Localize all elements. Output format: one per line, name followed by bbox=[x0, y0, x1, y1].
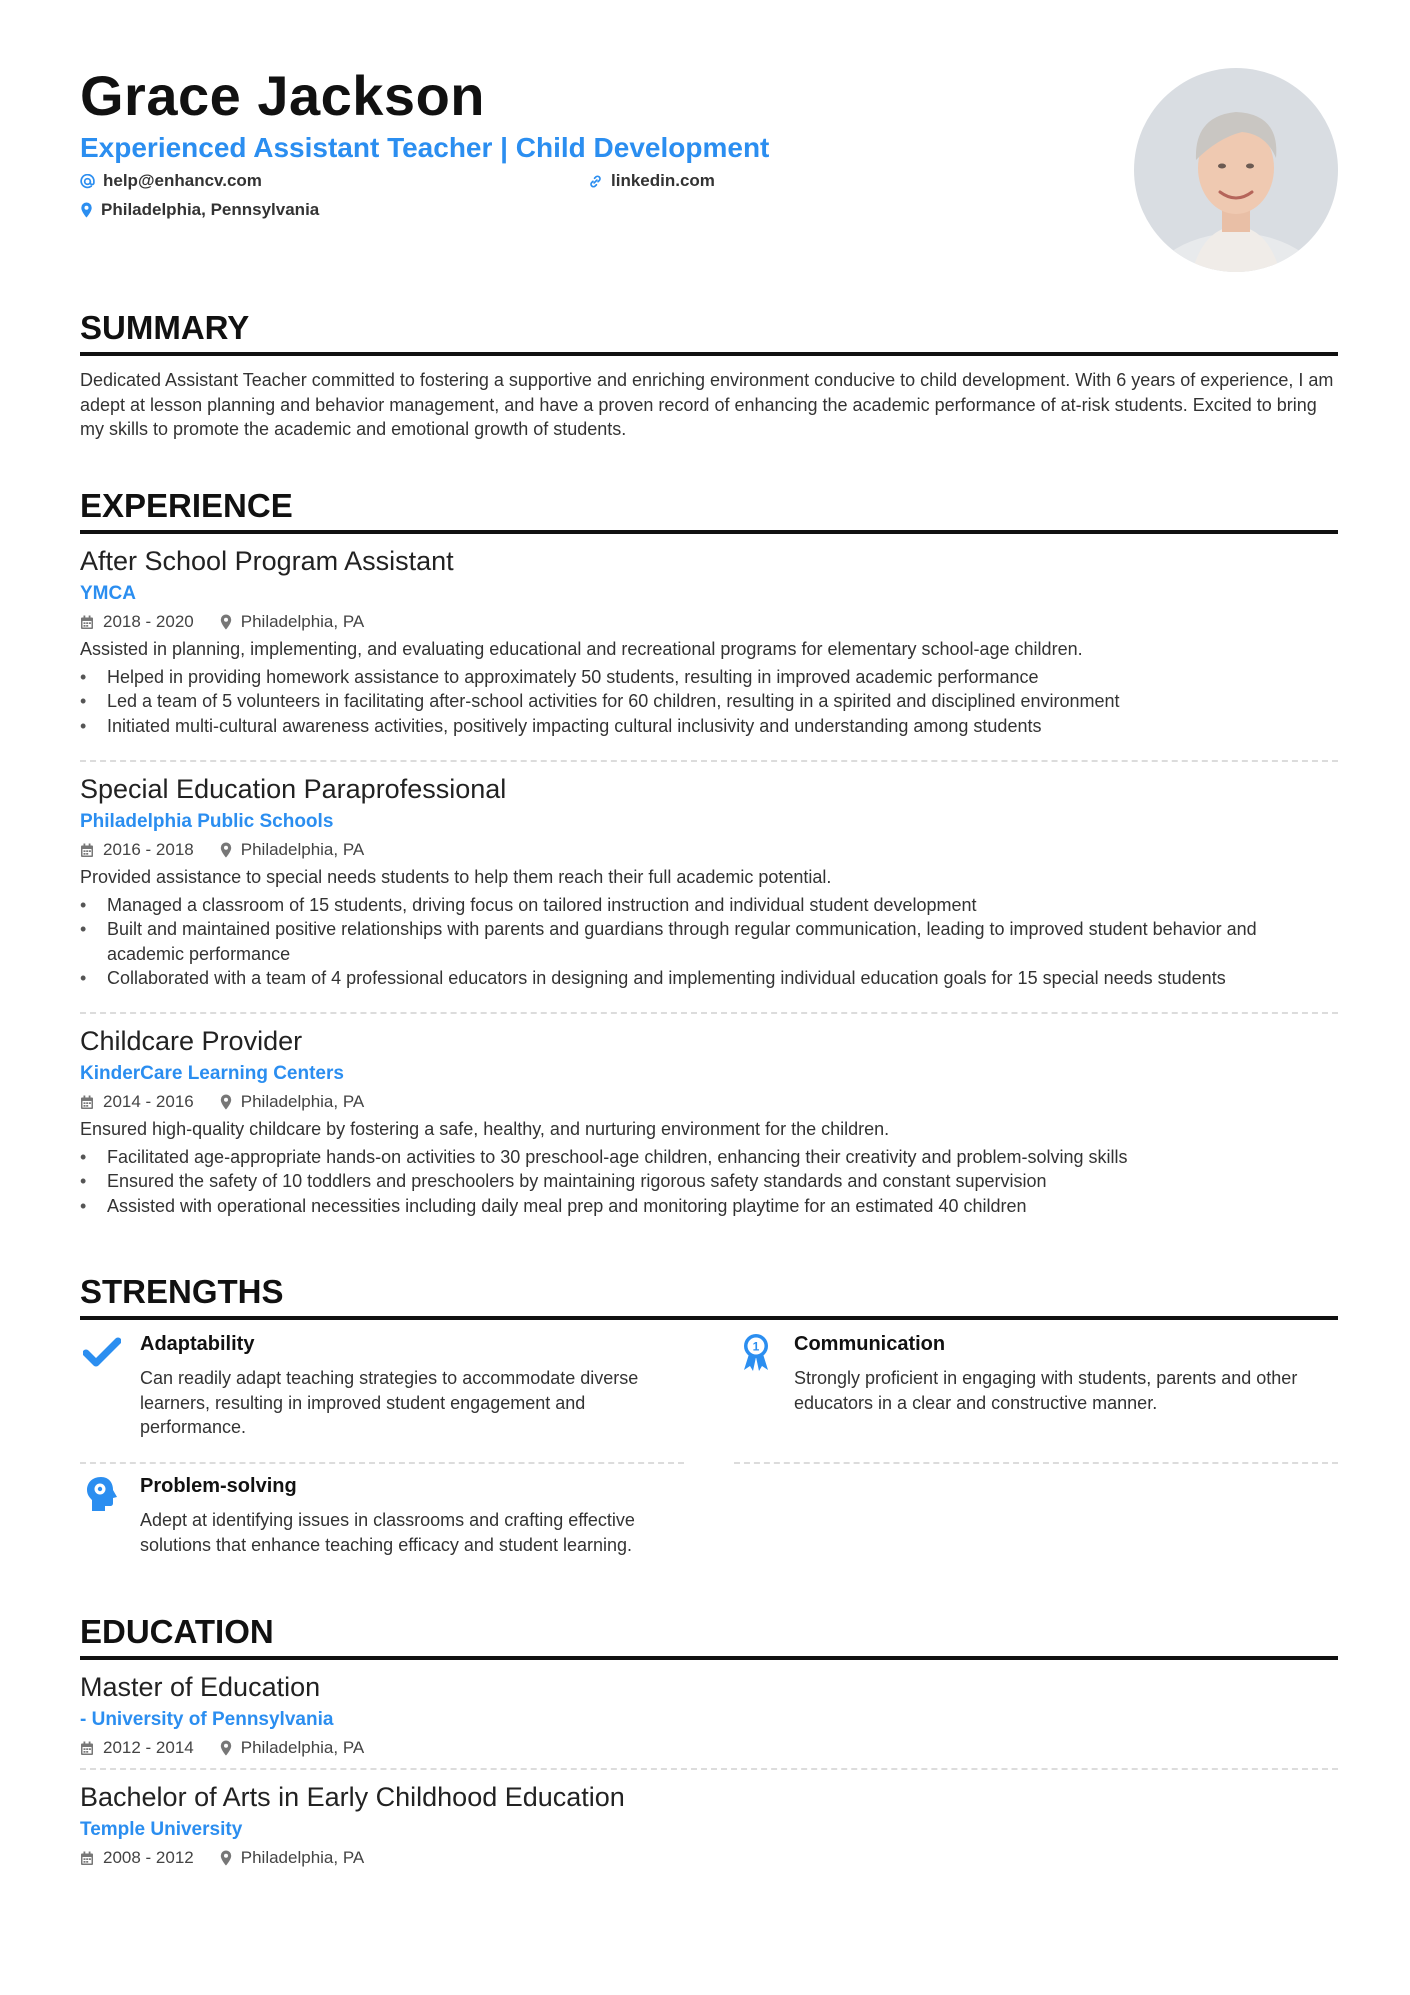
svg-text:1: 1 bbox=[752, 1339, 760, 1354]
job-description: Assisted in planning, implementing, and evaluating educational and recreational programs for elementary school-age children. bbox=[80, 639, 1083, 659]
education-entry bbox=[80, 1670, 1338, 1761]
education-location: Philadelphia, PA bbox=[240, 1738, 365, 1757]
entry-divider bbox=[80, 1768, 1338, 1770]
calendar-icon bbox=[80, 843, 94, 858]
job-meta bbox=[80, 609, 1338, 635]
school-name[interactable]: - University of Pennsylvania bbox=[80, 1709, 334, 1730]
head-brain-icon bbox=[80, 1472, 124, 1516]
strength-description: Adept at identifying issues in classrooms and crafting effective solutions that enhance teaching efficacy and student learning. bbox=[140, 1510, 635, 1555]
job-description: Ensured high-quality childcare by fostering a safe, healthy, and nurturing environment for the children. bbox=[80, 1119, 890, 1139]
achievement-item: • Helped in providing homework assistance to approximately 50 students, resulting in improved academic performance bbox=[80, 665, 1338, 690]
employer-name[interactable]: KinderCare Learning Centers bbox=[80, 1063, 344, 1084]
strength-description: Strongly proficient in engaging with students, parents and other educators in a clear and constructive manner. bbox=[794, 1368, 1298, 1413]
achievement-list bbox=[80, 1145, 1338, 1219]
at-sign-icon bbox=[80, 174, 95, 189]
job-description: Provided assistance to special needs students to help them reach their full academic potential. bbox=[80, 867, 832, 887]
education-location: Philadelphia, PA bbox=[240, 1848, 365, 1867]
strength-divider bbox=[80, 1462, 684, 1464]
achievement-item: • Managed a classroom of 15 students, driving focus on tailored instruction and individual student development bbox=[80, 893, 1338, 918]
location-pin-icon bbox=[220, 1094, 232, 1110]
experience-entry bbox=[80, 1024, 1338, 1218]
experience-entry bbox=[80, 772, 1338, 991]
school-name[interactable]: Temple University bbox=[80, 1819, 243, 1840]
job-title: Special Education Paraprofessional bbox=[80, 774, 507, 804]
strength-description: Can readily adapt teaching strategies to accommodate diverse learners, resulting in improved student engagement and performance. bbox=[140, 1368, 639, 1437]
education-dates: 2008 - 2012 bbox=[103, 1848, 194, 1867]
checkmark-icon bbox=[80, 1330, 124, 1374]
achievement-item: • Initiated multi-cultural awareness activities, positively impacting cultural inclusivity and understanding among students bbox=[80, 714, 1338, 739]
experience-heading: EXPERIENCE bbox=[80, 486, 1338, 534]
achievement-item: • Collaborated with a team of 4 professional educators in designing and implementing individual education goals for 15 special needs students bbox=[80, 966, 1338, 991]
location-text: Philadelphia, Pennsylvania bbox=[101, 200, 320, 219]
achievement-item: • Facilitated age-appropriate hands-on activities to 30 preschool-age children, enhancing their creativity and problem-solving skills bbox=[80, 1145, 1338, 1170]
calendar-icon bbox=[80, 1741, 94, 1756]
degree-title: Master of Education bbox=[80, 1672, 321, 1702]
education-entry bbox=[80, 1780, 1338, 1871]
profile-photo bbox=[1134, 68, 1338, 272]
calendar-icon bbox=[80, 615, 94, 630]
linkedin-text: linkedin.com bbox=[611, 171, 715, 190]
job-dates: 2014 - 2016 bbox=[103, 1092, 194, 1111]
employer-name[interactable]: YMCA bbox=[80, 583, 136, 604]
summary-heading: SUMMARY bbox=[80, 308, 1338, 356]
location-pin-icon bbox=[220, 1740, 232, 1756]
strength-title: Communication bbox=[794, 1333, 946, 1355]
achievement-item: • Built and maintained positive relationships with parents and guardians through regular communication, leading to improved student behavior and academic performance bbox=[80, 917, 1338, 966]
calendar-icon bbox=[80, 1095, 94, 1110]
job-meta bbox=[80, 1089, 1338, 1115]
job-dates: 2016 - 2018 bbox=[103, 840, 194, 859]
summary-text: Dedicated Assistant Teacher committed to fostering a supportive and enriching environment conducive to child development. With 6 years of experience, I am adept at lesson planning and behavior management, and have a proven record of enhancing the academic performance of at-risk students. Excited to bring my skills to promote the academic and emotional growth of students. bbox=[80, 370, 1334, 439]
achievement-item: • Led a team of 5 volunteers in facilitating after-school activities for 60 children, resulting in a spirited and disciplined environment bbox=[80, 689, 1338, 714]
email-text: help@enhancv.com bbox=[103, 171, 262, 190]
entry-divider bbox=[80, 760, 1338, 762]
calendar-icon bbox=[80, 1851, 94, 1866]
location-pin-icon bbox=[220, 842, 232, 858]
contact-location bbox=[80, 199, 319, 221]
strength-title: Adaptability bbox=[140, 1333, 255, 1355]
link-icon bbox=[588, 174, 603, 189]
headline: Experienced Assistant Teacher | Child Development bbox=[80, 132, 770, 163]
education-heading: EDUCATION bbox=[80, 1612, 1338, 1660]
job-dates: 2018 - 2020 bbox=[103, 612, 194, 631]
achievement-item: • Ensured the safety of 10 toddlers and preschoolers by maintaining rigorous safety standards and constant supervision bbox=[80, 1169, 1338, 1194]
education-meta bbox=[80, 1735, 1338, 1761]
job-title: After School Program Assistant bbox=[80, 546, 454, 576]
portrait-image bbox=[1134, 68, 1338, 272]
strength-divider bbox=[734, 1462, 1338, 1464]
job-location: Philadelphia, PA bbox=[240, 840, 365, 859]
degree-title: Bachelor of Arts in Early Childhood Education bbox=[80, 1782, 625, 1812]
contact-linkedin[interactable] bbox=[588, 170, 715, 192]
contact-email[interactable] bbox=[80, 170, 262, 192]
employer-name[interactable]: Philadelphia Public Schools bbox=[80, 811, 334, 832]
strengths-heading: STRENGTHS bbox=[80, 1272, 1338, 1320]
job-location: Philadelphia, PA bbox=[240, 612, 365, 631]
education-dates: 2012 - 2014 bbox=[103, 1738, 194, 1757]
candidate-name: Grace Jackson bbox=[80, 64, 485, 127]
job-title: Childcare Provider bbox=[80, 1026, 303, 1056]
achievement-list bbox=[80, 893, 1338, 991]
award-ribbon-icon bbox=[734, 1330, 778, 1374]
job-location: Philadelphia, PA bbox=[240, 1092, 365, 1111]
education-meta bbox=[80, 1845, 1338, 1871]
strength-title: Problem-solving bbox=[140, 1475, 297, 1497]
location-pin-icon bbox=[80, 202, 93, 218]
location-pin-icon bbox=[220, 614, 232, 630]
achievement-item: • Assisted with operational necessities including daily meal prep and monitoring playtime for an estimated 40 children bbox=[80, 1194, 1338, 1219]
location-pin-icon bbox=[220, 1850, 232, 1866]
job-meta bbox=[80, 837, 1338, 863]
achievement-list bbox=[80, 665, 1338, 739]
entry-divider bbox=[80, 1012, 1338, 1014]
experience-entry bbox=[80, 544, 1338, 738]
